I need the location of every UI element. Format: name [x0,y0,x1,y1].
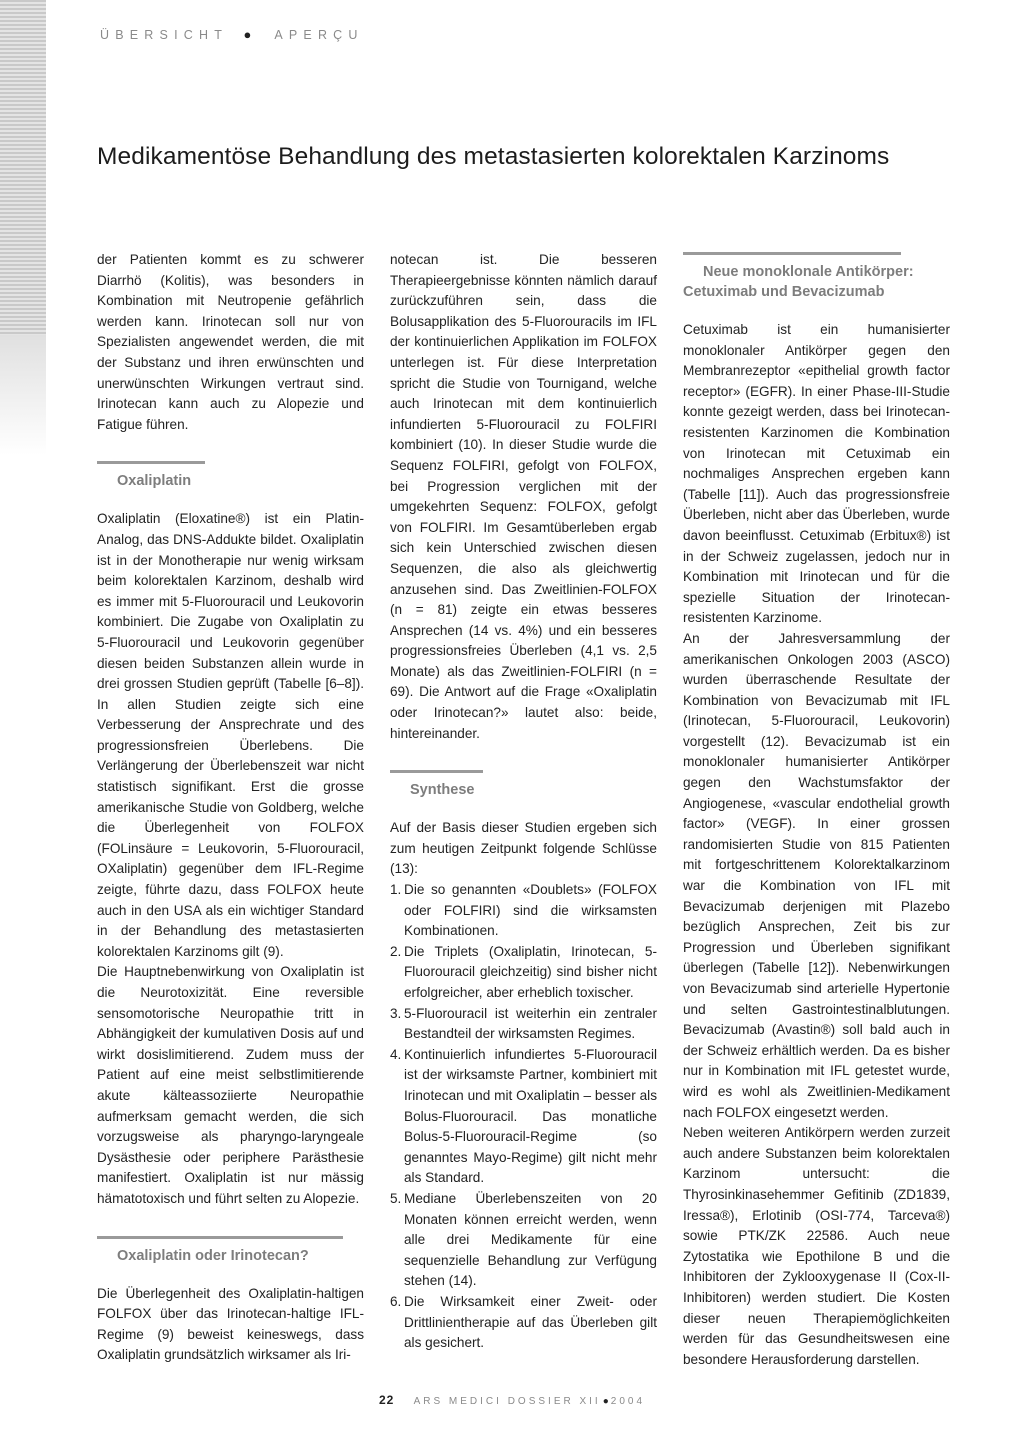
list-text: Die Wirksamkeit einer Zweit- oder Drittlinientherapie auf das Überleben gilt als gesichert. [404,1293,657,1351]
paragraph: der Patienten kommt es zu schwerer Diarrhö (Kolitis), was besonders in Kombination mit Neutropenie gefährlich werden kann. Irinotecan soll nur von Spezialisten angewendet werden, die mit der Substanz und ihren erwünschten und unerwünschten Wirkungen vertraut sind. Irinotecan kann auch zu Alopezie und Fatigue führen. [97,252,364,432]
decorative-side-strip [0,0,46,335]
paragraph: Cetuximab ist ein humanisierter monoklonaler Antikörper gegen den Membranrezeptor «epithelial growth factor receptor» (EGFR). In einer Phase-III-Studie konnte gezeigt werden, dass bei Irinotecan-resistenten Karzinomen die Kombination von Irinotecan mit Cetuximab ein nochmaliges Ansprechen ergeben kann (Tabelle [11]). Auch das progressionsfreie Überleben, nicht aber das Überleben, wurde davon beeinflusst. Cetuximab (Erbitux®) ist in der Schweiz zugelassen, jedoch nur in Kombination mit Irinotecan und für die spezielle Situation der Irinotecan-resistenten Karzinome. [683,322,950,626]
paragraph: Die Hauptnebenwirkung von Oxaliplatin ist die Neurotoxizität. Eine reversible sensomotorische Neuropathie tritt in Abhängigkeit der kumulativen Dosis auf und wirkt dosislimitierend. Zudem muss der Patient auf eine meist selbstlimitierende akute kälteassoziierte Neuropathie aufmerksam gemacht werden, die sich vorzugsweise als pharyngo-laryngeale Dysästhesie oder periphere Parästhesie manifestiert. Oxaliplatin ist nur mässig hämatotoxisch und führt selten zu Alopezie. [97,964,364,1206]
paragraph: Auf der Basis dieser Studien ergeben sich zum heutigen Zeitpunkt folgende Schlüsse (13): [390,820,657,877]
paragraph: Oxaliplatin (Eloxatine®) ist ein Platin-Analog, das DNS-Addukte bildet. Oxaliplatin ist in der Monotherapie nur wenig wirksam beim kolorektalen Karzinom, deshalb wird es immer mit 5-Fluorouracil und Leukovorin kombiniert. Die Zugabe von Oxaliplatin zu 5-Fluorouracil und Leukovorin gegenüber diesen beiden Substanzen allein wurde in drei grossen Studien geprüft (Tabelle [6–8]). In allen Studien zeigte sich eine Verbesserung der Ansprechrate und des progressionsfreien Überlebens. Die Verlängerung der Überlebenszeit war nicht statistisch signifikant. Erst die grosse amerikanische Studie von Goldberg, welche die Überlegenheit von FOLFOX (FOLinsäure = Leukovorin, 5-Fluorouracil, OXaliplatin) gegenüber dem IFL-Regime zeigte, führte dazu, dass FOLFOX heute auch in den USA als ein wichtiger Standard in der Behandlung des metastasierten kolorektalen Karzinoms gilt (9). [97,511,364,959]
paragraph: An der Jahresversammlung der amerikanischen Onkologen 2003 (ASCO) wurden überraschende Resultate der Kombination von Bevacizumab mit IFL (Irinotecan, 5-Fluorouracil, Leukovorin) vorgestellt (12). Bevacizumab ist ein monoklonaler humanisierter Antikörper gegen den Wachstumsfaktor der Angiogenese, «vascular endothelial growth factor» (VEGF). In einer grossen randomisierten Studie von 815 Patienten mit fortgeschrittenem Kolorektalkarzinom war die Kombination von IFL mit Bevacizumab derjenigen mit Plazebo bezüglich Ansprechen, Zeit bis zur Progression und Überleben signifikant überlegen (Tabelle [12]). Nebenwirkungen von Bevacizumab sind arterielle Hypertonie und selten Gastrointestinalblutungen. Bevacizumab (Avastin®) soll bald auch in der Schweiz erhältlich werden. Da es bisher nur in Kombination mit IFL getestet wurde, wird es wohl als Zweitlinien-Medikament nach FOLFOX eingesetzt werden. [683,630,950,1120]
column-1 [97,250,364,1366]
list-number: 3. [390,1005,402,1021]
paragraph: Neben weiteren Antikörpern werden zurzeit auch andere Substanzen beim kolorektalen Karzinom untersucht: die Thyrosinkinasehemmer Gefitinib (ZD1839, Iressa®), Erlotinib (OSI-774, Tarceva®) sowie PTK/ZK 22586. Auch neue Zytostatika wie Epothilone B und die Inhibitoren der Zyklooxygenase II (Cox-II-Inhibitoren) werden studiert. Die Kosten dieser neuen Therapiemöglichkeiten werden für das Gesundheitswesen eine besondere Herausforderung darstellen. [683,1125,950,1367]
section-rule [97,461,205,464]
list-item [390,1292,657,1354]
column-2 [390,250,657,1354]
section-title: Oxaliplatin [117,473,192,490]
list-text: Die so genannten «Doublets» (FOLFOX oder FOLFIRI) sind die wirksamsten Kombinationen. [404,882,657,939]
list-number: 2. [390,943,402,959]
page-footer [0,1393,1024,1407]
section-heading-antikoerper [683,252,950,302]
list-text: Kontinuierlich infundiertes 5-Fluorouracil ist der wirksamste Partner, kombiniert mit Irinotecan und mit Oxaliplatin – besser als Bolus-Fluorouracil. Das monatliche Bolus-5-Fluorouracil-Regime (so genanntes Mayo-Regime) gilt nicht mehr als Standard. [404,1046,657,1186]
section-title: Neue monoklonale Antikörper: Cetuximab und Bevacizumab [683,264,914,300]
list-text: 5-Fluorouracil ist weiterhin ein zentraler Bestandteil der wirksamsten Regimes. [404,1005,657,1042]
paragraph: Die Überlegenheit des Oxaliplatin-haltigen FOLFOX über das Irinotecan-haltige IFL-Regime (9) beweist keineswegs, dass Oxaliplatin grundsätzlich wirksamer als Iri- [97,1285,364,1363]
section-heading-synthese [390,770,657,800]
list-item [390,942,657,1004]
section-rule [683,252,901,255]
running-head-right: APERÇU [274,28,364,42]
conclusions-list [390,880,657,1354]
list-item [390,1045,657,1189]
list-text: Mediane Überlebenszeiten von 20 Monaten können erreicht werden, wenn alle drei Medikamente für eine sequenzielle Behandlung zur Verfügung stehen (14). [404,1190,657,1289]
list-item [390,1189,657,1292]
journal-name: ARS MEDICI DOSSIER XII [413,1396,601,1407]
section-heading-oxaliplatin-oder-irinotecan [97,1236,364,1266]
list-number: 5. [390,1190,402,1206]
section-rule [97,1236,343,1239]
list-number: 1. [390,882,402,898]
article-title: Medikamentöse Behandlung des metastasierten kolorektalen Karzinoms [97,143,890,170]
running-head-left: ÜBERSICHT [100,28,228,42]
list-item [390,880,657,942]
section-title: Synthese [410,782,475,799]
list-number: 4. [390,1046,402,1062]
list-item [390,1004,657,1045]
list-text: Die Triplets (Oxaliplatin, Irinotecan, 5-Fluorouracil gleichzeitig) sind bisher nicht erfolgreicher, aber erheblich toxischer. [404,943,657,1000]
bullet-dot-icon: ● [602,1396,609,1407]
page-number: 22 [378,1393,395,1407]
bullet-dot-icon: ● [243,27,252,42]
column-3 [683,250,950,1370]
paragraph: notecan ist. Die besseren Therapieergebnisse könnten nämlich darauf zurückzuführen sein, dass die Bolusapplikation des 5-Fluorouracils im IFL der kontinuierlichen Applikation im FOLFOX unterlegen ist. Für diese Interpretation spricht die Studie von Tournigand, welche auch Irinotecan mit dem kontinuierlich infundierten 5-Fluorouracil zu FOLFIRI kombiniert (10). In dieser Studie wurde die Sequenz FOLFIRI, gefolgt von FOLFOX, bei Progression verglichen mit der umgekehrten Sequenz: FOLFOX, gefolgt von FOLFIRI. Im Gesamtüberleben ergab sich kein Unterschied zwischen diesen Sequenzen, die also als gleichwertig anzusehen sind. Das Zweitlinien-FOLFOX (n = 81) zeigte ein etwas besseres Ansprechen (14 vs. 4%) und ein besseres progressionsfreies Überleben (4,1 vs. 2,5 Monate) als das Zweitlinien-FOLFIRI (n = 69). Die Antwort auf die Frage «Oxaliplatin oder Irinotecan?» lautet also: beide, hintereinander. [390,252,657,741]
section-title: Oxaliplatin oder Irinotecan? [117,1247,309,1264]
list-number: 6. [390,1293,402,1309]
section-heading-oxaliplatin [97,461,364,491]
section-rule [390,770,483,773]
running-head [100,27,364,42]
journal-year: 2004 [610,1396,646,1407]
